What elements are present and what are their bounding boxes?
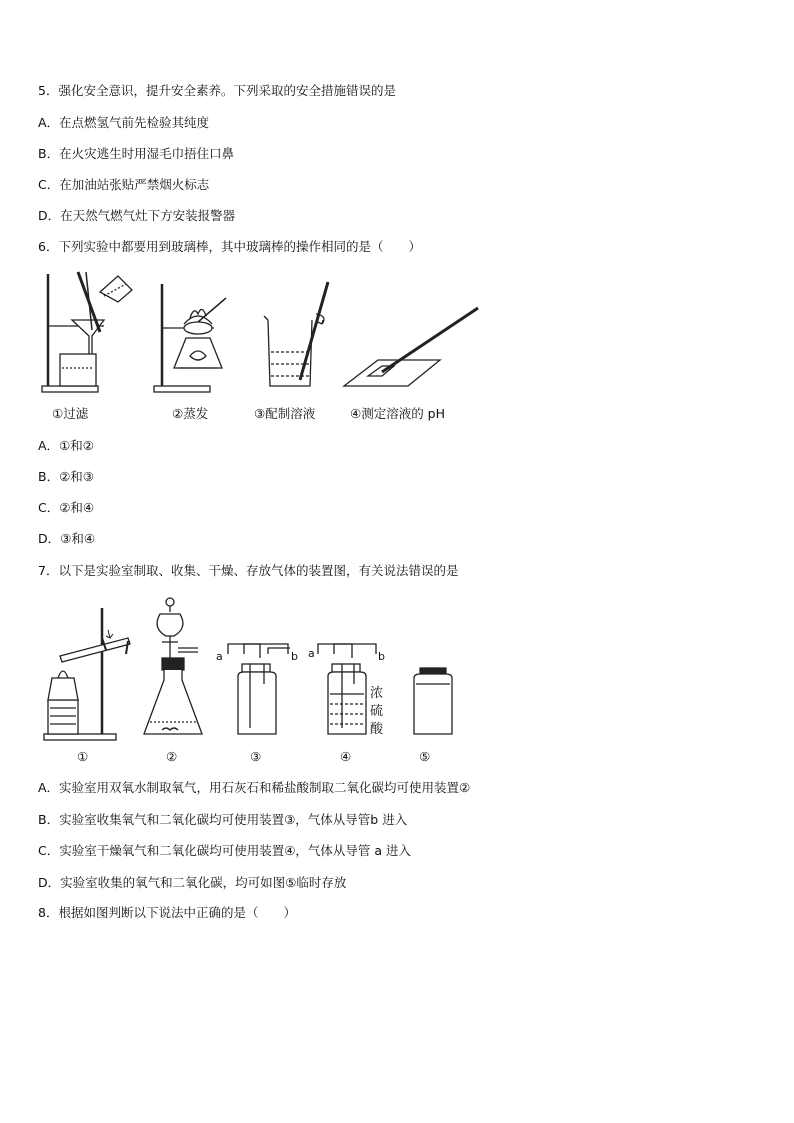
q7-caption-1: ① (77, 749, 89, 764)
q6-caption-evaporation: ②蒸发 (172, 406, 209, 421)
q6-option-a: A．①和② (38, 438, 94, 453)
gas-bottle-4-icon (318, 644, 376, 734)
conical-flask-apparatus-icon (144, 598, 202, 734)
q7-caption-4: ④ (340, 749, 352, 764)
q6-stem: 6．下列实验中都要用到玻璃棒，其中玻璃棒的操作相同的是（ ） (38, 239, 421, 254)
q6-option-d: D．③和④ (38, 531, 96, 546)
q8-stem: 8．根据如图判断以下说法中正确的是（ ） (38, 905, 296, 920)
q7-caption-3: ③ (250, 749, 262, 764)
heating-apparatus-icon (44, 608, 130, 740)
dissolving-beaker-icon (264, 282, 328, 386)
q7-label-a-3: a (216, 650, 223, 663)
evaporation-apparatus-icon (154, 284, 226, 392)
q7-caption-2: ② (166, 749, 178, 764)
q7-option-c: C．实验室干燥氧气和二氧化碳均可使用装置④，气体从导管 a 进入 (38, 843, 412, 858)
q7-stem: 7．以下是实验室制取、收集、干燥、存放气体的装置图，有关说法错误的是 (38, 563, 459, 578)
q7-option-b: B．实验室收集氧气和二氧化碳均可使用装置③，气体从导管b 进入 (38, 812, 408, 827)
q7-label-acid-1: 浓 (370, 686, 384, 701)
q6-caption-solution: ③配制溶液 (254, 406, 316, 421)
q7-label-b-3: b (291, 650, 298, 663)
q6-caption-ph: ④测定溶液的 pH (350, 406, 446, 421)
q5-option-a: A．在点燃氢气前先检验其纯度 (38, 115, 210, 130)
q6-option-b: B．②和③ (38, 469, 94, 484)
q6-option-c: C．②和④ (38, 500, 95, 515)
q5-option-d: D．在天然气燃气灶下方安装报警器 (38, 208, 236, 223)
q5-option-b: B．在火灾逃生时用湿毛巾捂住口鼻 (38, 146, 235, 161)
filtration-apparatus-icon (42, 272, 132, 392)
ph-test-paper-icon (344, 308, 478, 386)
q5-option-c: C．在加油站张贴严禁烟火标志 (38, 177, 210, 192)
q7-figure (38, 594, 458, 744)
q7-caption-5: ⑤ (419, 749, 431, 764)
q6-figure (38, 268, 498, 400)
q7-label-acid-3: 酸 (370, 722, 384, 737)
q7-option-a: A．实验室用双氧水制取氧气，用石灰石和稀盐酸制取二氧化碳均可使用装置② (38, 780, 471, 795)
q6-caption-filtration: ①过滤 (52, 406, 89, 421)
q7-option-d: D．实验室收集的氧气和二氧化碳，均可如图⑤临时存放 (38, 875, 347, 890)
gas-bottle-3-icon (228, 644, 290, 734)
q7-label-acid-2: 硫 (370, 704, 384, 719)
q7-label-b-4: b (378, 650, 385, 663)
storage-bottle-icon (414, 668, 452, 734)
q7-label-a-4: a (308, 647, 315, 660)
q5-stem: 5．强化安全意识，提升安全素养。下列采取的安全措施错误的是 (38, 83, 396, 98)
